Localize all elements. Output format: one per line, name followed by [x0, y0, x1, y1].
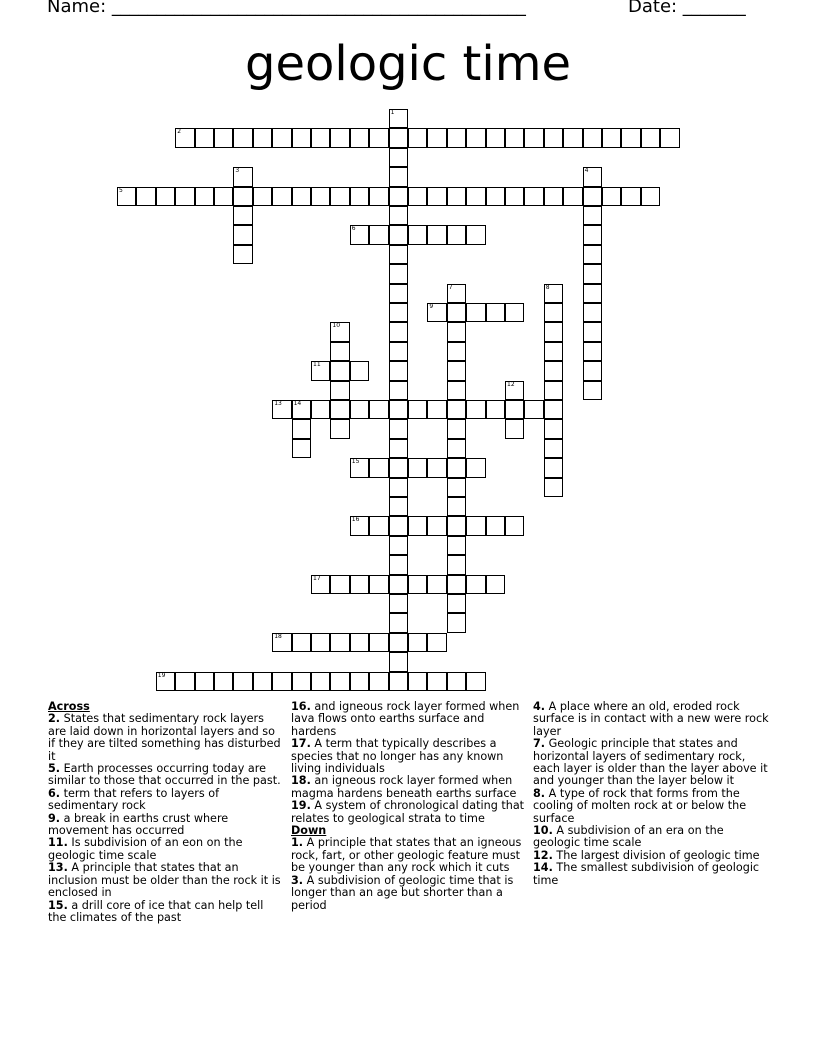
- grid-cell[interactable]: [311, 672, 330, 691]
- grid-cell[interactable]: [350, 633, 369, 652]
- grid-cell[interactable]: [544, 284, 563, 303]
- clue-number: 11: [313, 361, 321, 369]
- grid-cell[interactable]: [311, 128, 330, 147]
- grid-cell[interactable]: [408, 187, 427, 206]
- clue-item-text: The smallest subdivision of geologic time: [533, 861, 760, 887]
- grid-cell[interactable]: [641, 128, 660, 147]
- grid-cell[interactable]: [389, 652, 408, 671]
- clue-number: 12: [507, 380, 515, 388]
- grid-cell[interactable]: [427, 458, 446, 477]
- clue-number: 14: [293, 400, 302, 407]
- clue-item-number: 19.: [291, 799, 311, 813]
- grid-cell[interactable]: [330, 381, 349, 400]
- grid-cell[interactable]: [389, 284, 408, 303]
- clue-item: [291, 701, 525, 738]
- clue-item-number: 18.: [291, 774, 311, 788]
- clue-number: 2: [177, 128, 182, 136]
- grid-cell[interactable]: [350, 187, 369, 206]
- grid-cell[interactable]: [389, 322, 408, 341]
- grid-cell[interactable]: [350, 516, 369, 535]
- grid-cell[interactable]: [466, 458, 485, 477]
- grid-cell[interactable]: [233, 167, 252, 186]
- clue-item: [291, 738, 525, 775]
- clue-item-text: The largest division of geologic time: [556, 848, 760, 862]
- grid-cell[interactable]: [350, 400, 369, 419]
- clue-number: 16: [351, 516, 360, 524]
- grid-cell[interactable]: [466, 225, 485, 244]
- clue-item-number: 6.: [48, 786, 61, 800]
- down-heading: Down: [291, 824, 327, 838]
- grid-cell[interactable]: [447, 478, 466, 497]
- clue-number: 18: [274, 632, 282, 640]
- grid-cell[interactable]: [330, 342, 349, 361]
- clue-item-text: A subdivision of geologic time that is longer than an age but shorter than a period: [291, 873, 514, 912]
- grid-cell[interactable]: [117, 187, 136, 206]
- clue-item-text: Earth processes occurring today are similar to those that occurred in the past.: [48, 762, 281, 788]
- clue-item-number: 11.: [48, 836, 68, 850]
- grid-cell[interactable]: [544, 458, 563, 477]
- grid-cell[interactable]: [311, 575, 330, 594]
- grid-cell[interactable]: [389, 206, 408, 225]
- clue-number: 5: [119, 186, 123, 194]
- grid-cell[interactable]: [233, 187, 252, 206]
- grid-cell[interactable]: [389, 439, 408, 458]
- clue-item: [291, 775, 525, 800]
- grid-cell[interactable]: [583, 303, 602, 322]
- clue-item-text: Geologic principle that states and horizontal layers of sedimentary rock, each layer is older than the layer above it and younger than the layer below it: [533, 737, 768, 788]
- clue-item-text: a break in earths crust where movement has occurred: [48, 811, 229, 838]
- grid-cell[interactable]: [447, 419, 466, 438]
- grid-cell[interactable]: [389, 381, 408, 400]
- grid-cell[interactable]: [233, 672, 252, 691]
- grid-cell[interactable]: [486, 575, 505, 594]
- grid-cell[interactable]: [350, 458, 369, 477]
- grid-cell[interactable]: [447, 342, 466, 361]
- grid-cell[interactable]: [389, 187, 408, 206]
- grid-cell[interactable]: [486, 303, 505, 322]
- grid-cell[interactable]: [466, 187, 485, 206]
- grid-cell[interactable]: [389, 342, 408, 361]
- grid-cell[interactable]: [427, 516, 446, 535]
- grid-cell[interactable]: [389, 613, 408, 632]
- grid-cell[interactable]: [389, 303, 408, 322]
- clue-item-number: 5.: [48, 762, 61, 776]
- grid-cell[interactable]: [427, 187, 446, 206]
- grid-cell[interactable]: [583, 381, 602, 400]
- grid-cell[interactable]: [389, 109, 408, 128]
- grid-cell[interactable]: [583, 264, 602, 283]
- grid-cell[interactable]: [583, 206, 602, 225]
- grid-cell[interactable]: [311, 187, 330, 206]
- grid-cell[interactable]: [466, 575, 485, 594]
- grid-cell[interactable]: [389, 419, 408, 438]
- grid-cell[interactable]: [330, 322, 349, 341]
- grid-cell[interactable]: [389, 225, 408, 244]
- grid-cell[interactable]: [621, 128, 640, 147]
- grid-cell[interactable]: [544, 439, 563, 458]
- clue-column-2: [291, 701, 525, 912]
- grid-cell[interactable]: [253, 187, 272, 206]
- grid-cell[interactable]: [156, 187, 175, 206]
- clue-item-number: 4.: [533, 700, 546, 713]
- grid-cell[interactable]: [447, 594, 466, 613]
- clue-item-text: States that sedimentary rock layers are laid down in horizontal layers and so if they are tilted something has disturbed it: [48, 712, 281, 763]
- clue-item: [291, 875, 525, 912]
- grid-cell[interactable]: [544, 322, 563, 341]
- clue-item-text: term that refers to layers of sedimentary rock: [48, 786, 220, 813]
- grid-cell[interactable]: [272, 633, 291, 652]
- clue-item-text: A place where an old, eroded rock surface is in contact with a new were rock layer: [533, 700, 769, 738]
- grid-cell[interactable]: [427, 128, 446, 147]
- grid-cell[interactable]: [408, 633, 427, 652]
- page-title: geologic time: [245, 36, 571, 92]
- clue-number: 17: [313, 574, 321, 582]
- clue-number: 10: [332, 322, 341, 330]
- clue-item: [48, 813, 284, 838]
- grid-cell[interactable]: [447, 225, 466, 244]
- grid-cell[interactable]: [563, 187, 582, 206]
- grid-cell[interactable]: [369, 400, 388, 419]
- grid-cell[interactable]: [389, 400, 408, 419]
- grid-cell[interactable]: [369, 225, 388, 244]
- grid-cell[interactable]: [583, 128, 602, 147]
- grid-cell[interactable]: [389, 167, 408, 186]
- grid-cell[interactable]: [389, 575, 408, 594]
- grid-cell[interactable]: [544, 478, 563, 497]
- grid-cell[interactable]: [369, 633, 388, 652]
- grid-cell[interactable]: [195, 128, 214, 147]
- grid-cell[interactable]: [233, 225, 252, 244]
- grid-cell[interactable]: [233, 206, 252, 225]
- grid-cell[interactable]: [447, 361, 466, 380]
- grid-cell[interactable]: [389, 361, 408, 380]
- grid-cell[interactable]: [253, 672, 272, 691]
- grid-cell[interactable]: [389, 128, 408, 147]
- clue-number: 13: [274, 400, 282, 407]
- clue-item-text: A principle that states that an igneous rock, fart, or other geologic feature must be younger than any rock which it cuts: [291, 836, 522, 875]
- clue-number: 15: [351, 458, 360, 466]
- grid-cell[interactable]: [369, 516, 388, 535]
- grid-cell[interactable]: [311, 400, 330, 419]
- clue-item-text: a drill core of ice that can help tell the climates of the past: [48, 898, 264, 924]
- grid-cell[interactable]: [524, 128, 543, 147]
- clue-column-1: [48, 701, 284, 924]
- grid-cell[interactable]: [369, 575, 388, 594]
- clue-number: 1: [390, 109, 395, 116]
- grid-cell[interactable]: [350, 225, 369, 244]
- grid-cell[interactable]: [175, 128, 194, 147]
- grid-cell[interactable]: [486, 128, 505, 147]
- clue-item-number: 14.: [533, 861, 553, 875]
- grid-cell[interactable]: [389, 497, 408, 516]
- grid-cell[interactable]: [389, 264, 408, 283]
- grid-cell[interactable]: [544, 361, 563, 380]
- grid-cell[interactable]: [272, 400, 291, 419]
- grid-cell[interactable]: [389, 594, 408, 613]
- grid-cell[interactable]: [447, 497, 466, 516]
- grid-cell[interactable]: [389, 536, 408, 555]
- clue-item: [533, 738, 769, 788]
- grid-cell[interactable]: [583, 167, 602, 186]
- grid-cell[interactable]: [350, 361, 369, 380]
- grid-cell[interactable]: [408, 575, 427, 594]
- grid-cell[interactable]: [524, 400, 543, 419]
- grid-cell[interactable]: [486, 187, 505, 206]
- grid-cell[interactable]: [505, 187, 524, 206]
- name-line: Name: ______________________________________________: [47, 0, 526, 17]
- grid-cell[interactable]: [389, 458, 408, 477]
- grid-cell[interactable]: [447, 458, 466, 477]
- grid-cell[interactable]: [330, 187, 349, 206]
- clue-item-text: an igneous rock layer formed when magma hardens beneath earths surface: [291, 774, 517, 800]
- grid-cell[interactable]: [447, 322, 466, 341]
- grid-cell[interactable]: [408, 672, 427, 691]
- clue-item-number: 16.: [291, 700, 311, 713]
- grid-cell[interactable]: [583, 187, 602, 206]
- grid-cell[interactable]: [292, 419, 311, 438]
- grid-cell[interactable]: [427, 633, 446, 652]
- clue-item: [533, 862, 769, 887]
- clue-item: [48, 900, 284, 925]
- grid-cell[interactable]: [447, 555, 466, 574]
- grid-cell[interactable]: [330, 400, 349, 419]
- grid-cell[interactable]: [583, 322, 602, 341]
- grid-cell[interactable]: [350, 128, 369, 147]
- grid-cell[interactable]: [272, 672, 291, 691]
- clue-item-number: 10.: [533, 824, 553, 838]
- grid-cell[interactable]: [486, 400, 505, 419]
- clue-number: 19: [157, 671, 166, 679]
- clue-item: [48, 837, 284, 862]
- grid-cell[interactable]: [427, 303, 446, 322]
- grid-cell[interactable]: [563, 128, 582, 147]
- grid-cell[interactable]: [175, 672, 194, 691]
- grid-cell[interactable]: [447, 381, 466, 400]
- grid-cell[interactable]: [544, 187, 563, 206]
- grid-cell[interactable]: [389, 245, 408, 264]
- grid-cell[interactable]: [447, 516, 466, 535]
- grid-cell[interactable]: [408, 516, 427, 535]
- grid-cell[interactable]: [544, 400, 563, 419]
- grid-cell[interactable]: [330, 633, 349, 652]
- grid-cell[interactable]: [292, 672, 311, 691]
- grid-cell[interactable]: [233, 245, 252, 264]
- clue-number: 8: [545, 283, 550, 291]
- grid-cell[interactable]: [369, 458, 388, 477]
- grid-cell[interactable]: [505, 381, 524, 400]
- clue-item: [48, 713, 284, 763]
- grid-cell[interactable]: [272, 187, 291, 206]
- clue-item-number: 17.: [291, 737, 311, 751]
- grid-cell[interactable]: [544, 128, 563, 147]
- grid-cell[interactable]: [427, 672, 446, 691]
- clue-item-number: 8.: [533, 786, 546, 800]
- grid-cell[interactable]: [214, 187, 233, 206]
- grid-cell[interactable]: [427, 575, 446, 594]
- clue-item-text: A principle that states that an inclusion must be older than the rock it is enclosed in: [48, 861, 281, 900]
- clue-item: [48, 788, 284, 813]
- clue-item-number: 3.: [291, 873, 304, 887]
- grid-cell[interactable]: [408, 225, 427, 244]
- grid-cell[interactable]: [486, 516, 505, 535]
- clue-item-number: 7.: [533, 737, 546, 751]
- grid-cell[interactable]: [447, 187, 466, 206]
- grid-cell[interactable]: [233, 128, 252, 147]
- grid-cell[interactable]: [447, 400, 466, 419]
- clue-number: 6: [351, 225, 356, 233]
- grid-cell[interactable]: [272, 128, 291, 147]
- grid-cell[interactable]: [330, 361, 349, 380]
- grid-cell[interactable]: [253, 128, 272, 147]
- grid-cell[interactable]: [583, 225, 602, 244]
- clue-item-number: 13.: [48, 861, 68, 875]
- grid-cell[interactable]: [466, 303, 485, 322]
- grid-cell[interactable]: [583, 361, 602, 380]
- grid-cell[interactable]: [505, 419, 524, 438]
- clue-item-text: A term that typically describes a species that no longer has any known living individuals: [291, 737, 504, 776]
- grid-cell[interactable]: [156, 672, 175, 691]
- grid-cell[interactable]: [544, 342, 563, 361]
- grid-cell[interactable]: [195, 672, 214, 691]
- grid-cell[interactable]: [544, 381, 563, 400]
- grid-cell[interactable]: [602, 187, 621, 206]
- grid-cell[interactable]: [389, 672, 408, 691]
- grid-cell[interactable]: [621, 187, 640, 206]
- clue-item-text: A system of chronological dating that relates to geological strata to time: [291, 799, 525, 825]
- grid-cell[interactable]: [408, 458, 427, 477]
- grid-cell[interactable]: [389, 478, 408, 497]
- grid-cell[interactable]: [369, 128, 388, 147]
- clue-item: [48, 862, 284, 899]
- clue-number: 3: [235, 167, 240, 175]
- across-heading: Across: [48, 700, 90, 713]
- grid-cell[interactable]: [292, 439, 311, 458]
- grid-cell[interactable]: [466, 400, 485, 419]
- grid-cell[interactable]: [505, 516, 524, 535]
- grid-cell[interactable]: [466, 516, 485, 535]
- grid-cell[interactable]: [369, 672, 388, 691]
- clue-item-text: A type of rock that forms from the cooling of molten rock at or below the surface: [533, 786, 747, 825]
- grid-cell[interactable]: [389, 633, 408, 652]
- grid-cell[interactable]: [311, 361, 330, 380]
- grid-cell[interactable]: [447, 284, 466, 303]
- grid-cell[interactable]: [311, 633, 330, 652]
- grid-cell[interactable]: [292, 128, 311, 147]
- grid-cell[interactable]: [369, 187, 388, 206]
- grid-cell[interactable]: [292, 400, 311, 419]
- grid-cell[interactable]: [389, 516, 408, 535]
- grid-cell[interactable]: [524, 187, 543, 206]
- grid-cell[interactable]: [505, 303, 524, 322]
- grid-cell[interactable]: [427, 225, 446, 244]
- grid-cell[interactable]: [447, 613, 466, 632]
- grid-cell[interactable]: [330, 672, 349, 691]
- grid-cell[interactable]: [660, 128, 679, 147]
- clue-item: [533, 701, 769, 738]
- clue-item-number: 2.: [48, 712, 61, 726]
- clue-item: [291, 800, 525, 825]
- grid-cell[interactable]: [389, 555, 408, 574]
- grid-cell[interactable]: [427, 400, 446, 419]
- clue-item: [533, 825, 769, 850]
- clue-item-number: 1.: [291, 836, 304, 850]
- clue-item-text: and igneous rock layer formed when lava flows onto earths surface and hardens: [291, 700, 520, 738]
- grid-cell[interactable]: [583, 284, 602, 303]
- grid-cell[interactable]: [544, 303, 563, 322]
- clue-column-3: [533, 701, 769, 887]
- grid-cell[interactable]: [602, 128, 621, 147]
- grid-cell[interactable]: [330, 419, 349, 438]
- clue-item: [533, 788, 769, 825]
- grid-cell[interactable]: [175, 187, 194, 206]
- clue-item-number: 9.: [48, 811, 61, 825]
- grid-cell[interactable]: [408, 128, 427, 147]
- clue-item: [291, 837, 525, 874]
- grid-cell[interactable]: [195, 187, 214, 206]
- clue-number: 9: [429, 303, 434, 310]
- grid-cell[interactable]: [389, 148, 408, 167]
- grid-cell[interactable]: [292, 187, 311, 206]
- grid-cell[interactable]: [292, 633, 311, 652]
- clue-item: [48, 763, 284, 788]
- grid-cell[interactable]: [641, 187, 660, 206]
- grid-cell[interactable]: [136, 187, 155, 206]
- grid-cell[interactable]: [350, 575, 369, 594]
- clue-number: 7: [448, 283, 453, 291]
- grid-cell[interactable]: [350, 672, 369, 691]
- grid-cell[interactable]: [466, 672, 485, 691]
- grid-cell[interactable]: [583, 245, 602, 264]
- grid-cell[interactable]: [447, 439, 466, 458]
- grid-cell[interactable]: [330, 128, 349, 147]
- grid-cell[interactable]: [466, 128, 485, 147]
- grid-cell[interactable]: [447, 536, 466, 555]
- grid-cell[interactable]: [214, 672, 233, 691]
- clue-item-text: A subdivision of an era on the geologic time scale: [533, 824, 724, 850]
- grid-cell[interactable]: [544, 419, 563, 438]
- clue-number: 4: [584, 167, 589, 175]
- grid-cell[interactable]: [214, 128, 233, 147]
- grid-cell[interactable]: [505, 400, 524, 419]
- grid-cell[interactable]: [447, 575, 466, 594]
- grid-cell[interactable]: [447, 672, 466, 691]
- grid-cell[interactable]: [408, 400, 427, 419]
- clue-item-number: 15.: [48, 898, 68, 912]
- grid-cell[interactable]: [447, 128, 466, 147]
- clue-item-text: Is subdivision of an eon on the geologic time scale: [48, 836, 243, 862]
- grid-cell[interactable]: [505, 128, 524, 147]
- grid-cell[interactable]: [447, 303, 466, 322]
- clue-item-number: 12.: [533, 848, 553, 862]
- grid-cell[interactable]: [583, 342, 602, 361]
- date-line: Date: _______: [628, 0, 746, 17]
- grid-cell[interactable]: [330, 575, 349, 594]
